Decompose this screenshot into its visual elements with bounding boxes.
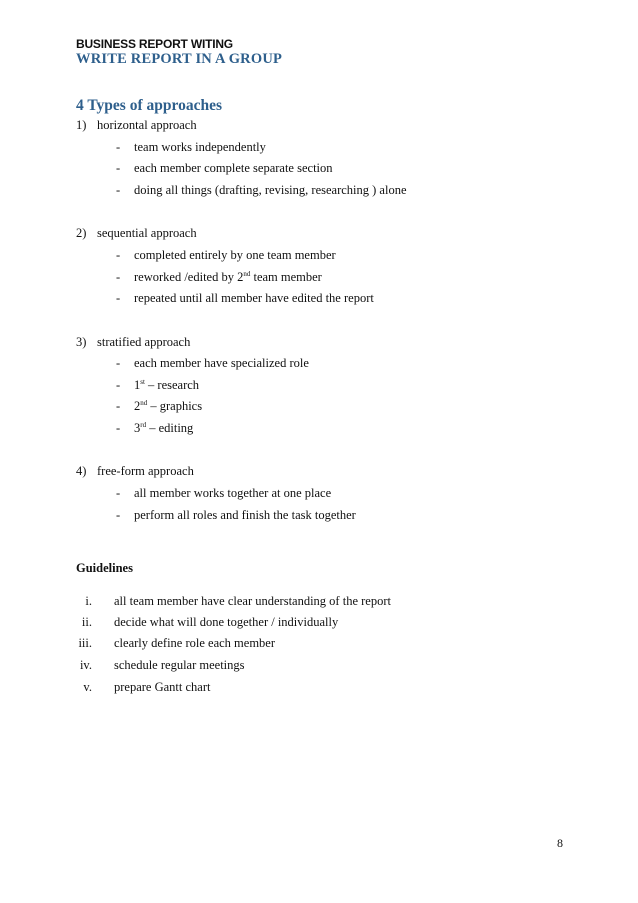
bullet-item: each member have specialized role <box>134 356 309 370</box>
bullet-item: each member complete separate section <box>134 161 333 175</box>
bullet-text-part: reworked /edited by 2 <box>134 270 244 284</box>
bullet-item: all member works together at one place <box>134 486 332 500</box>
bullet-item <box>134 421 193 436</box>
document-header: BUSINESS REPORT WITING <box>76 37 233 51</box>
bullet-text-part: – editing <box>149 421 194 435</box>
ordinal-number: 1 <box>134 378 141 392</box>
ordinal-number: 2 <box>134 399 141 413</box>
bullet-dash: - <box>116 378 121 392</box>
bullet-item <box>134 270 322 285</box>
approach-number: 2) <box>76 226 87 240</box>
approach-number: 4) <box>76 464 87 478</box>
bullet-dash: - <box>116 248 121 262</box>
bullet-item: repeated until all member have edited the report <box>134 291 374 305</box>
bullet-text-part: – research <box>148 378 200 392</box>
bullet-dash: - <box>116 161 121 175</box>
bullet-dash: - <box>116 486 121 500</box>
section-heading: 4 Types of approaches <box>76 97 222 114</box>
bullet-dash: - <box>116 421 121 435</box>
bullet-dash: - <box>116 291 121 305</box>
approach-number: 3) <box>76 335 87 349</box>
bullet-text-part: – graphics <box>150 399 203 413</box>
bullet-item: completed entirely by one team member <box>134 248 336 262</box>
approach-label: horizontal approach <box>97 118 197 132</box>
bullet-item: doing all things (drafting, revising, researching ) alone <box>134 183 407 197</box>
approach-number: 1) <box>76 118 87 132</box>
bullet-item <box>134 378 199 393</box>
ordinal-number: 3 <box>134 421 141 435</box>
bullet-text-part: team member <box>253 270 322 284</box>
bullet-item: team works independently <box>134 140 266 154</box>
guideline-item: clearly define role each member <box>114 636 276 650</box>
ordinal-suffix: st <box>140 378 145 386</box>
bullet-item <box>134 399 202 414</box>
guideline-item: all team member have clear understanding of the report <box>114 594 391 608</box>
bullet-dash: - <box>116 140 121 154</box>
bullet-dash: - <box>116 270 121 284</box>
guideline-item: prepare Gantt chart <box>114 680 211 694</box>
bullet-dash: - <box>116 356 121 370</box>
bullet-item: perform all roles and finish the task together <box>134 508 356 522</box>
approach-label: stratified approach <box>97 335 191 349</box>
guideline-number: ii. <box>81 615 92 629</box>
bullet-dash: - <box>116 399 121 413</box>
ordinal-suffix: nd <box>243 270 251 278</box>
guidelines-title: Guidelines <box>76 561 133 575</box>
bullet-dash: - <box>116 183 121 197</box>
document-title: WRITE REPORT IN A GROUP <box>76 51 283 67</box>
guideline-number: iii. <box>78 636 92 650</box>
page-number: 8 <box>557 836 563 850</box>
approach-label: sequential approach <box>97 226 197 240</box>
bullet-dash: - <box>116 508 121 522</box>
guideline-number: i. <box>85 594 92 608</box>
guideline-number: v. <box>83 680 92 694</box>
guideline-number: iv. <box>79 658 92 672</box>
ordinal-suffix: nd <box>140 399 148 407</box>
ordinal-suffix: rd <box>140 421 147 429</box>
approach-label: free-form approach <box>97 464 194 478</box>
guideline-item: decide what will done together / individually <box>114 615 339 629</box>
guideline-item: schedule regular meetings <box>114 658 245 672</box>
